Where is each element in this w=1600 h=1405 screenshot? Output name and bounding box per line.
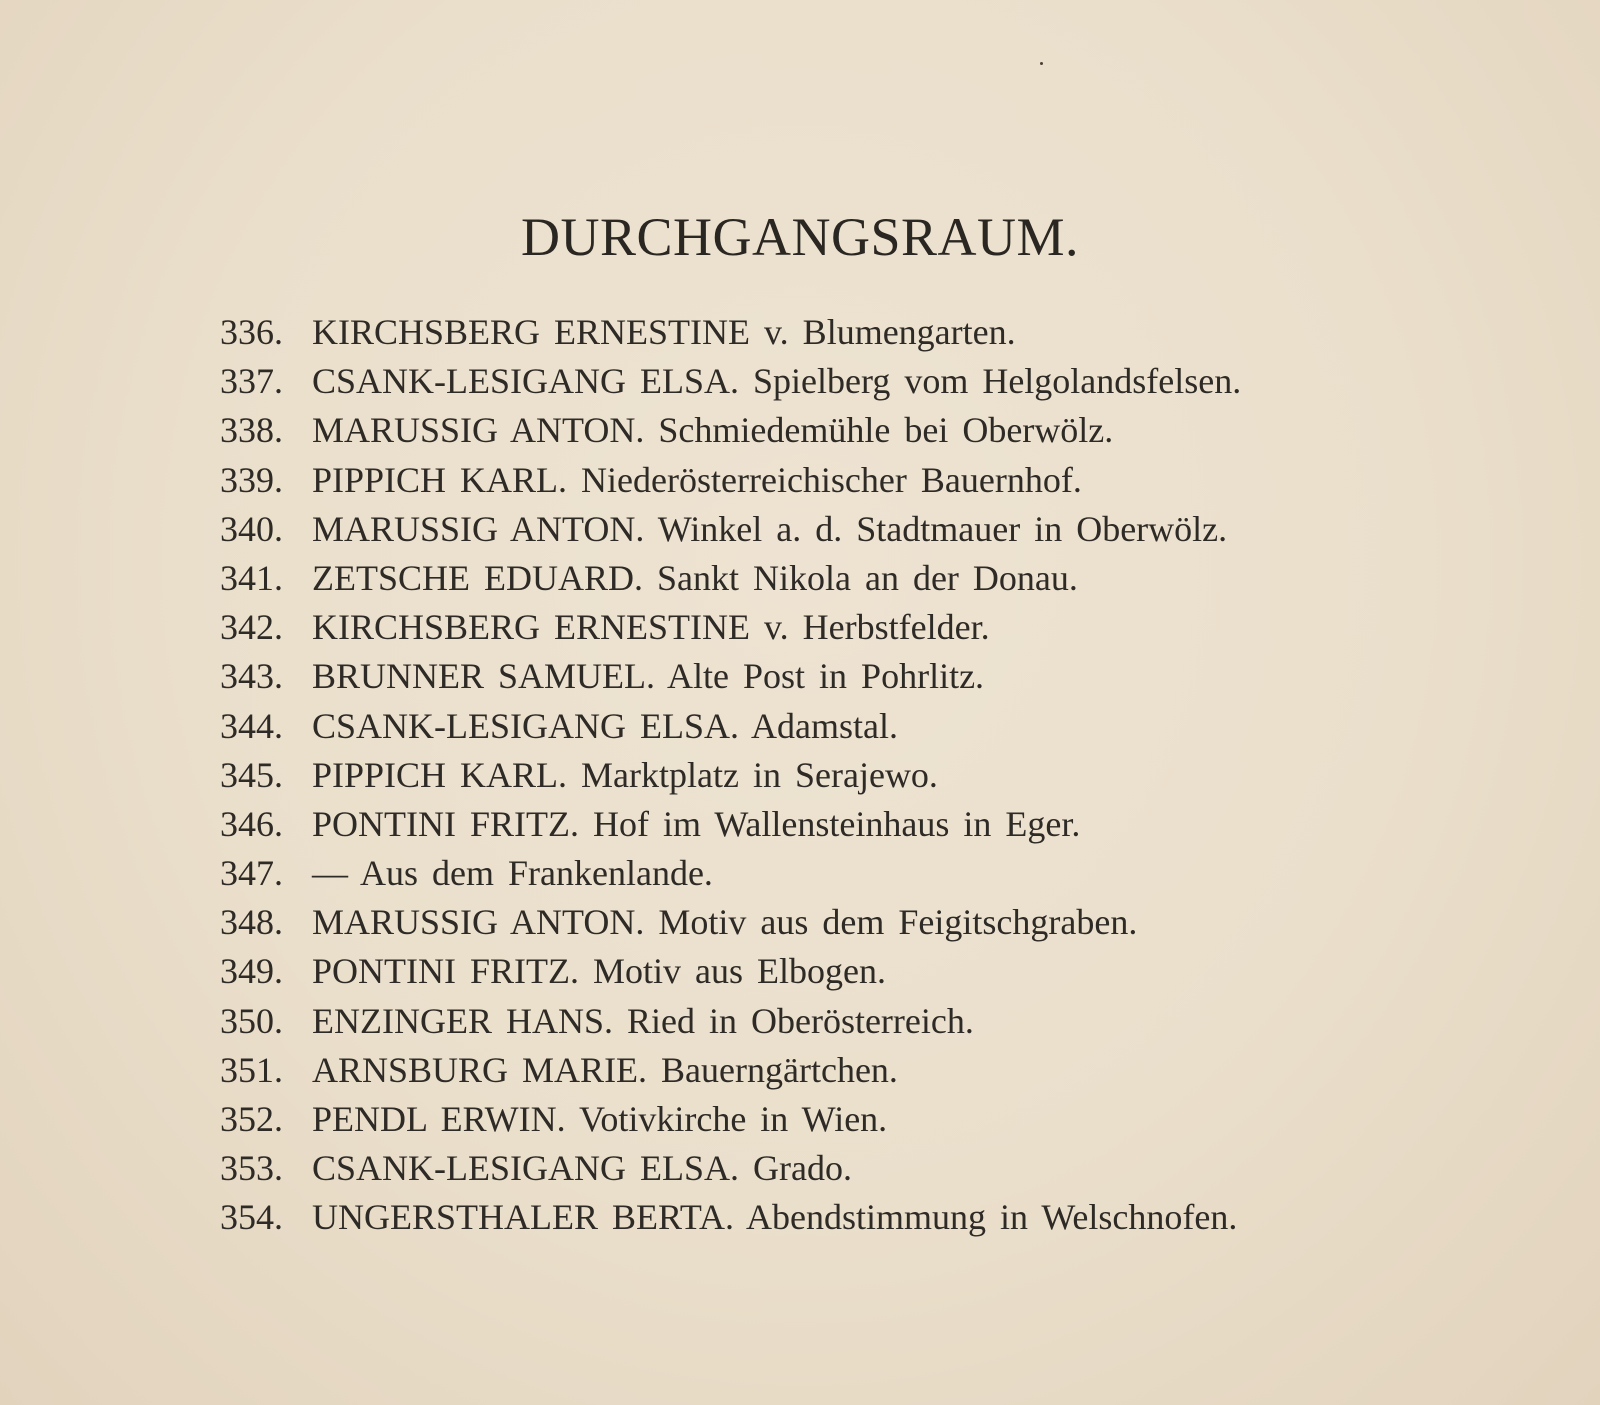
entry-text: PONTINI FRITZ. Motiv aus Elbogen. <box>312 951 886 992</box>
list-item <box>220 603 1420 652</box>
list-item <box>220 800 1420 849</box>
entry-number: 352. <box>220 1099 283 1139</box>
list-item <box>220 505 1420 554</box>
entry-text: MARUSSIG ANTON. Winkel a. d. Stadtmauer in Oberwölz. <box>312 508 1228 549</box>
entry-text: CSANK-LESIGANG ELSA. Adamstal. <box>312 705 898 746</box>
list-item <box>220 1095 1420 1144</box>
entry-text: KIRCHSBERG ERNESTINE v. Blumengarten. <box>312 312 1016 352</box>
entry-number: 350. <box>220 1000 283 1041</box>
entry-text: PIPPICH KARL. Marktplatz in Serajewo. <box>312 754 938 795</box>
entry-text: KIRCHSBERG ERNESTINE v. Herbstfelder. <box>312 607 990 648</box>
entry-text: PIPPICH KARL. Niederösterreichischer Bauernhof. <box>312 459 1082 500</box>
entry-text: MARUSSIG ANTON. Motiv aus dem Feigitschgraben. <box>312 902 1138 943</box>
list-item <box>220 308 1420 357</box>
list-item <box>220 751 1420 800</box>
entry-number: 339. <box>220 459 283 500</box>
list-item <box>220 1193 1420 1242</box>
entry-number: 336. <box>220 312 283 352</box>
entry-number: 338. <box>220 410 283 451</box>
list-item <box>220 997 1420 1046</box>
list-item <box>220 1046 1420 1095</box>
page-title: DURCHGANGSRAUM. <box>520 207 1080 267</box>
entry-text: — Aus dem Frankenlande. <box>312 853 713 894</box>
entry-number: 351. <box>220 1049 283 1090</box>
entry-text: ENZINGER HANS. Ried in Oberösterreich. <box>312 1000 974 1041</box>
entry-number: 343. <box>220 656 283 697</box>
ink-speck <box>1040 62 1043 65</box>
entry-text: ARNSBURG MARIE. Bauerngärtchen. <box>312 1049 898 1090</box>
entry-number: 347. <box>220 853 283 894</box>
entry-number: 348. <box>220 902 283 943</box>
list-item <box>220 702 1420 751</box>
entry-text: MARUSSIG ANTON. Schmiedemühle bei Oberwölz. <box>312 410 1114 451</box>
entry-number: 340. <box>220 508 283 549</box>
entry-text: UNGERSTHALER BERTA. Abendstimmung in Welschnofen. <box>312 1197 1238 1238</box>
entry-number: 341. <box>220 557 283 598</box>
list-item <box>220 456 1420 505</box>
entry-number: 342. <box>220 607 283 648</box>
entry-number: 353. <box>220 1148 283 1189</box>
list-item <box>220 849 1420 898</box>
entry-text: BRUNNER SAMUEL. Alte Post in Pohrlitz. <box>312 656 985 697</box>
list-item <box>220 947 1420 996</box>
list-item <box>220 652 1420 701</box>
entry-text: PENDL ERWIN. Votivkirche in Wien. <box>312 1099 888 1139</box>
list-item <box>220 406 1420 455</box>
entry-text: CSANK-LESIGANG ELSA. Spielberg vom Helgolandsfelsen. <box>312 361 1242 402</box>
list-item <box>220 357 1420 406</box>
list-item <box>220 554 1420 603</box>
entry-text: CSANK-LESIGANG ELSA. Grado. <box>312 1148 852 1189</box>
entry-number: 346. <box>220 803 283 844</box>
list-item <box>220 898 1420 947</box>
entry-number: 345. <box>220 754 283 795</box>
entry-number: 354. <box>220 1197 283 1238</box>
artwork-list <box>220 308 1420 1243</box>
list-item <box>220 1144 1420 1193</box>
entry-text: PONTINI FRITZ. Hof im Wallensteinhaus in Eger. <box>312 803 1081 844</box>
entry-number: 349. <box>220 951 283 992</box>
entry-number: 337. <box>220 361 283 402</box>
entry-text: ZETSCHE EDUARD. Sankt Nikola an der Donau. <box>312 557 1078 598</box>
entry-number: 344. <box>220 705 283 746</box>
